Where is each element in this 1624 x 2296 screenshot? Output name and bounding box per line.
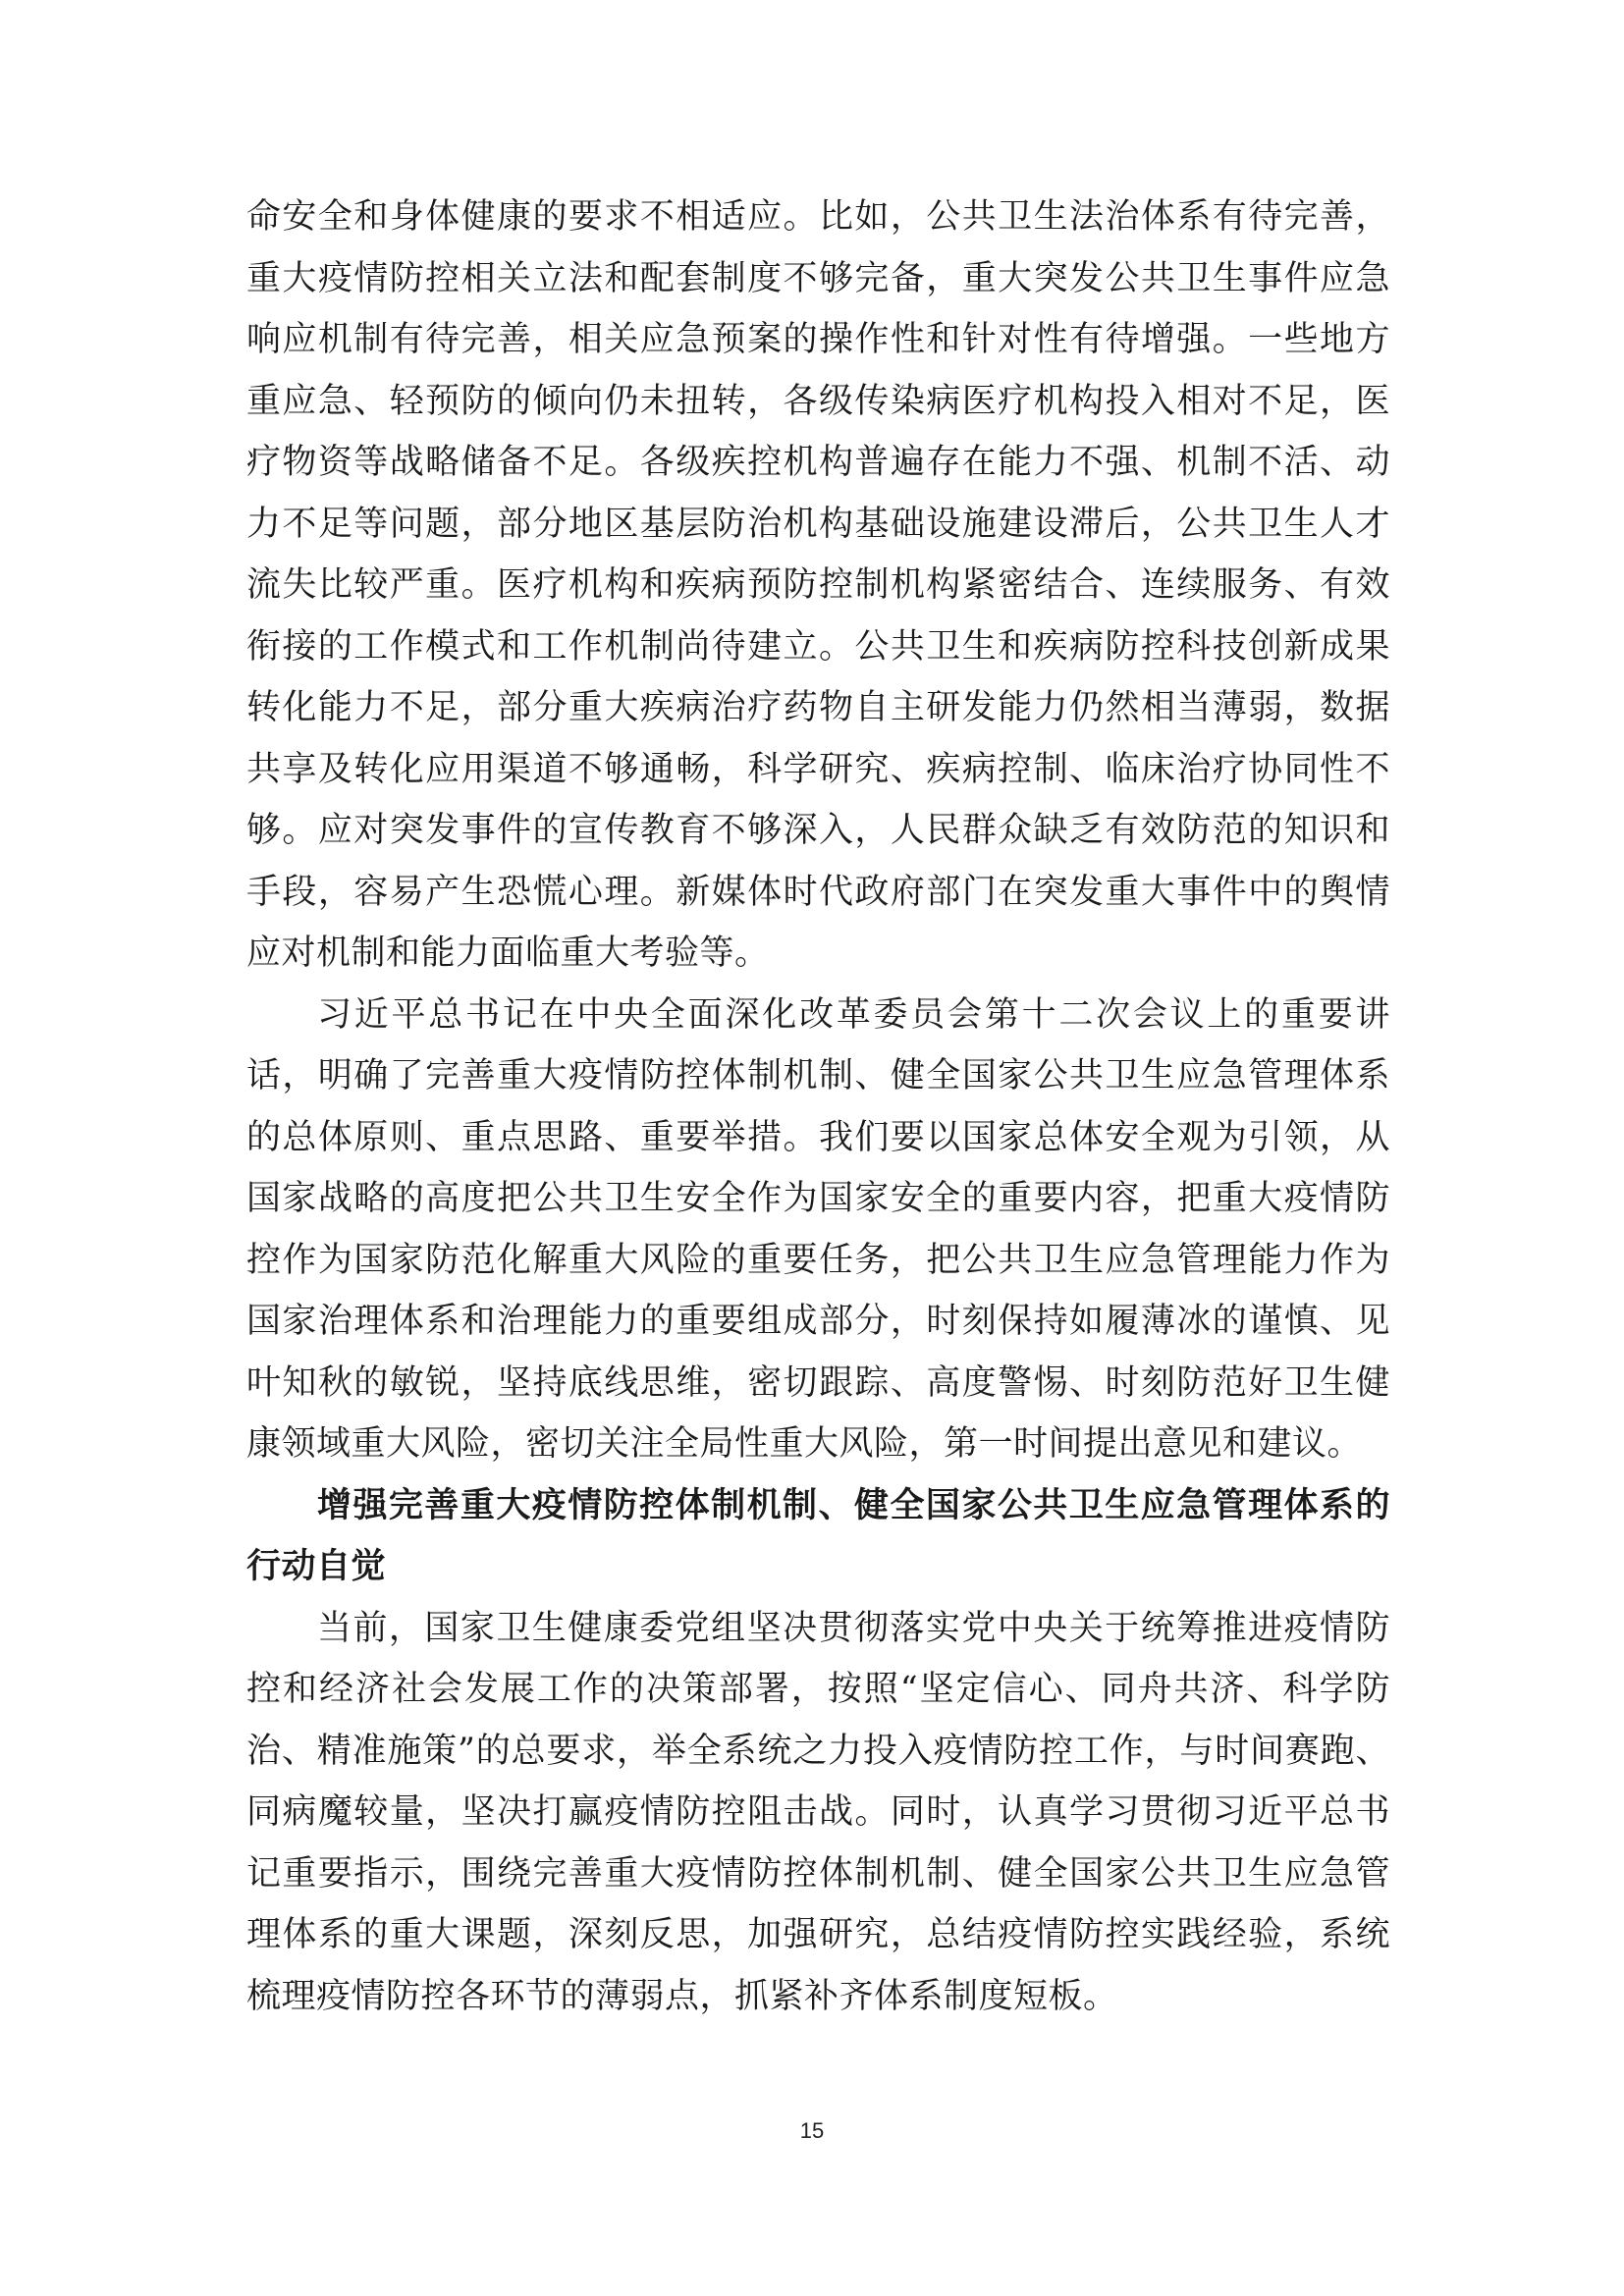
body-paragraph-continued: 命安全和身体健康的要求不相适应。比如，公共卫生法治体系有待完善，重大疫情防控相关立法和配套制度不够完备，重大突发公共卫生事件应急响应机制有待完善，相关应急预案的操作性和针对性有待增强。一些地方重应急、轻预防的倾向仍未扭转，各级传染病医疗机构投入相对不足，医疗物资等战略储备不足。各级疾控机构普遍存在能力不强、机制不活、动力不足等问题，部分地区基层防治机构基础设施建设滞后，公共卫生人才流失比较严重。医疗机构和疾病预防控制机构紧密结合、连续服务、有效衔接的工作模式和工作机制尚待建立。公共卫生和疾病防控科技创新成果转化能力不足，部分重大疾病治疗药物自主研发能力仍然相当薄弱，数据共享及转化应用渠道不够通畅，科学研究、疾病控制、临床治疗协同性不够。应对突发事件的宣传教育不够深入，人民群众缺乏有效防范的知识和手段，容易产生恐慌心理。新媒体时代政府部门在突发重大事件中的舆情应对机制和能力面临重大考验等。 [246, 197, 1390, 973]
document-body [246, 187, 1390, 2027]
body-paragraph: 当前，国家卫生健康委党组坚决贯彻落实党中央关于统筹推进疫情防控和经济社会发展工作的决策部署，按照“坚定信心、同舟共济、科学防治、精准施策”的总要求，举全系统之力投入疫情防控工作，与时间赛跑、同病魔较量，坚决打赢疫情防控阻击战。同时，认真学习贯彻习近平总书记重要指示，围绕完善重大疫情防控体制机制、健全国家公共卫生应急管理体系的重大课题，深刻反思，加强研究，总结疫情防控实践经验，系统梳理疫情防控各环节的薄弱点，抓紧补齐体系制度短板。 [246, 1608, 1390, 2016]
section-heading: 增强完善重大疫情防控体制机制、健全国家公共卫生应急管理体系的行动自觉 [246, 1484, 1390, 1586]
body-paragraph: 习近平总书记在中央全面深化改革委员会第十二次会议上的重要讲话，明确了完善重大疫情防控体制机制、健全国家公共卫生应急管理体系的总体原则、重点思路、重要举措。我们要以国家总体安全观为引领，从国家战略的高度把公共卫生安全作为国家安全的重要内容，把重大疫情防控作为国家防范化解重大风险的重要任务，把公共卫生应急管理能力作为国家治理体系和治理能力的重要组成部分，时刻保持如履薄冰的谨慎、见叶知秋的敏锐，坚持底线思维，密切跟踪、高度警惕、时刻防范好卫生健康领域重大风险，密切关注全局性重大风险，第一时间提出意见和建议。 [246, 994, 1390, 1464]
page-number: 15 [799, 2118, 825, 2143]
